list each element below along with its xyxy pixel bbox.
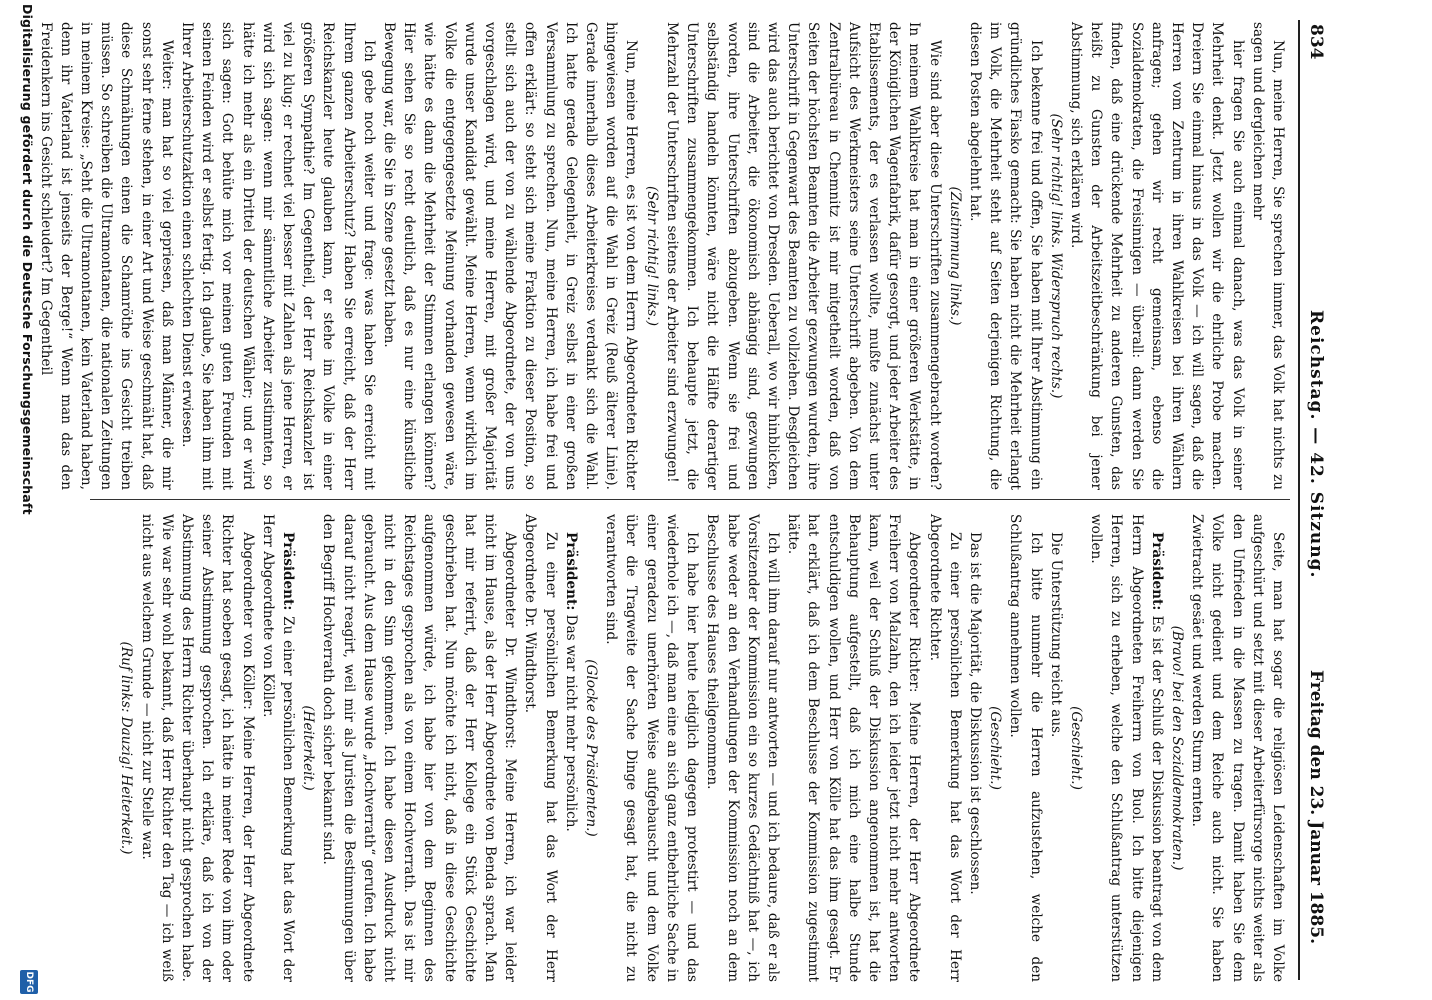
paragraph: Weiter: man hat so viel gepriesen, daß man Männer, die mir sonst sehr ferne stehen, in einer Art und Weise geschmäht hat, daß diese Schmähungen einen die Schamröthe ins Gesicht treiben müssen. So schreiben die Ultramontanen, die nationalen Zeitungen in meinem Kreise: „Seht die Ultramontanen, kein Vaterland haben, denn ihr Vaterland ist jenseits der Berge!“ Wenn man das den Freidenkern ins Gesicht schleudert? Im Gegentheil bbox=[37, 22, 175, 490]
paragraph: Nun, meine Herren, Sie sprechen immer, das Volk hat nichts zu sagen und dergleichen mehr bbox=[1249, 22, 1286, 490]
paragraph: Wie sind aber diese Unterschriften zusammengebracht worden? In meinem Wahlkreise hat man in einer größeren Werkstätte, in der Königlichen Wagenfabrik, dafür gesorgt, und jeder Arbeiter des Etablissements, der es verlassen wollte, mußte zunächst unter Aufsicht des Werkmeisters seine Unterschrift abgeben. Von dem Zentralbüreau in Chemnitz ist mir mitgetheilt worden, daß von Seiten der höchsten Beamten die Arbeiter gezwungen wurden, ihre Unterschrift in Gegenwart des Beamten zu vollziehen. Desgleichen wird das auch berichtet von Dresden. Ueberall, wo wir hinblicken, sind die Arbeiter, die ökonomisch abhängig sind, gezwungen worden, ihre Unterschriften abzugeben. Wenn sie frei und selbständig handeln könnten, wäre nicht die Hälfte derartiger Unterschriften zusammengekommen. Ich behaupte jetzt, die Mehrzahl der Unterschriften seitens der Arbeiter sind erzwungen! bbox=[663, 22, 943, 490]
stage-direction: (Sehr richtig! links.) bbox=[643, 185, 660, 327]
speaker-label: Präsident: bbox=[562, 532, 579, 611]
paragraph: Ich bekenne frei und offen, Sie haben mit Ihrer Abstimmung ein gründliches Fiasko gemacht: Sie haben nicht die Mehrheit erlangt im Volk, die Mehrheit steht auf Seiten derjenigen Richtung, die diesen Posten abgelehnt hat. bbox=[966, 22, 1044, 490]
running-title: Reichstag. — 42. Sitzung. bbox=[1306, 310, 1326, 579]
stage-direction: (Zustimmung links.) bbox=[946, 186, 963, 326]
president-paragraph bbox=[1086, 514, 1167, 982]
speaker-label: Präsident: bbox=[1148, 532, 1165, 611]
paragraph: Ich gebe noch weiter und frage: was haben Sie erreicht mit Ihrem ganzen Arbeiterschutz? Haben Sie erreicht, daß der Herr Reichskanzler heute glauben kann, er stehe im Volke in einer größeren Sympathie? Im Gegentheil, der Herr Reichskanzler ist viel zu klug; er rechnet viel besser mit Zahlen als jene Herren, er wird sich sagen: wenn mir sämmtliche Arbeiter zustimmten, so hätte ich mehr als ein Drittel der deutschen Wähler; und er wird sich sagen: Gott behüte mich vor meinen guten Freunden mit seinen Feinden wird er selbst fertig. Ich glaube, Sie haben ihm mit Ihrer Arbeiterschutzaktion einen schlechten Dienst erwiesen. bbox=[179, 22, 377, 490]
stage-direction: (Heiterkeit.) bbox=[300, 705, 317, 791]
paragraph-text: Zu einer persönlichen Bemerkung hat das Wort der Herr Abgeordnete von Köller. bbox=[259, 514, 297, 982]
stage-direction: (Ruf links: Dauzig! Heiterkeit.) bbox=[118, 641, 135, 855]
paragraph: Abgeordneter Dr. Windthorst: Meine Herren, ich war leider nicht im Hause, als der Herr Abgeordnete von Benda sprach. Man hat mir referirt, daß der Herr Kollege ein Stück Geschichte geschrieben hat. Nun möchte ich nicht, daß in diese Geschichte aufgenommen würde, ich habe hier von dem Beginnen des Reichstages gesprochen als von einem Hochverrath. Das ist mir nicht in den Sinn gekommen. Ich habe diesen Ausdruck nicht gebraucht. Aus dem Hause wurde „Hochverrath“ gerufen. Ich habe darauf nicht reagirt, weil mir als Juristen die Bestimmungen über den Begriff Hochverrath doch sicher bekannt sind. bbox=[320, 514, 519, 982]
digitization-note bbox=[7, 0, 47, 1000]
paragraph: Ich bitte nunmehr die Herren aufzustehen, welche den Schlußantrag annehmen wollen. bbox=[1007, 514, 1044, 982]
page-number: 834 bbox=[1306, 24, 1326, 60]
session-date: Freitag den 23. Januar 1885. bbox=[1306, 670, 1326, 945]
paragraph: Ich will ihm darauf nur antworten — und ich bedaure, daß er als Vorsitzender der Kommission ein so kurzes Gedächtniß hat —, ich habe weder an den Verhandlungen der Kommission noch an dem Beschlusse des Hauses theilgenommen. bbox=[704, 514, 781, 982]
attribution-text: Digitalisierung gefördert durch die Deutsche Forschungsgemeinschaft bbox=[20, 4, 35, 515]
left-column bbox=[37, 22, 1288, 490]
paragraph: Die Unterstützung reicht aus. bbox=[1047, 532, 1064, 738]
stage-direction: (Bravo! bei den Sozialdemokraten.) bbox=[1168, 625, 1185, 871]
paragraph-text: Es ist der Schluß der Diskussion beantragt von dem Herrn Abgeordneten Freiherrn von Buol. Ich bitte diejenigen Herren, sich zu erheben, welche den Schlußantrag unterstützen wollen. bbox=[1088, 514, 1165, 982]
stage-direction: (Geschieht.) bbox=[987, 706, 1004, 790]
president-paragraph bbox=[258, 514, 298, 982]
paragraph: Nun, meine Herren, es ist von dem Herrn Abgeordneten Richter hingewiesen worden auf die Wahl in Greiz (Reuß älterer Linie). Gerade innerhalb dieses Arbeiterkreises verdankt sich die Wahl. Ich hatte gerade Gelegenheit, in Greiz selbst in einer großen Versammlung zu sprechen. Nun, meine Herren, ich habe frei und offen erklärt: so steht sich meine Fraktion zu dieser Position, so stellt sich auch der von zu wählende Abgeordnete, der von uns vorgeschlagen wird, und meine Herren, mit großer Majorität wurde unser Kandidat gewählt. Meine Herren, wenn wirklich im Volke die entgegengesetzte Meinung vorhanden gewesen wäre, wie hätte es dann die Mehrheit der Stimmen erlangen können? Hier sehen Sie so recht deutlich, daß es nur eine künstliche Bewegung war, die Sie in Szene gesetzt haben. bbox=[381, 22, 640, 490]
stage-direction: (Glocke des Präsidenten.) bbox=[583, 659, 600, 837]
speaker-label: Präsident: bbox=[280, 532, 297, 611]
paragraph: Abgeordneter Richter: Meine Herren, der Herr Abgeordnete Freiherr von Malzahn, den ich leider jetzt nicht mehr antworten kann, weil der Schluß der Diskussion angenommen ist, hat die Behauptung aufgestellt, daß ich mich eine halbe Stunde entschuldigen wollen, und Herr von Kölle hat das ihm gesagt. Er hat erklärt, daß ich dem Beschlusse der Kommission zugestimmt hätte. bbox=[785, 514, 923, 982]
page-header bbox=[1298, 10, 1332, 990]
stage-direction: (Geschieht.) bbox=[1067, 706, 1084, 790]
paragraph: Seite, man hat sogar die religiösen Leidenschaften im Volke aufgeschürt und setzt mit dieser Arbeiterfürsorge nichts weiter als den Unfrieden in die Massen zu tragen. Damit haben Sie dem Volke nicht gedient und dem Reiche auch nicht. Sie haben Zwietracht gesäet und werden Sturm ernten. bbox=[1189, 514, 1286, 982]
dfg-logo: DFG bbox=[20, 970, 38, 994]
right-column bbox=[98, 514, 1288, 982]
paragraph: hier fragen Sie auch einmal danach, was das Volk in seiner Mehrheit denkt. Jetzt wollen wir die ehrliche Probe machen. Dreiern Sie einmal hinaus in das Volk — ich will sagen, daß die Herren vom Zentrum in ihren Wahlkreisen bei ihren Wählern anfragen; gehen wir recht gemeinsam, ebenso die Sozialdemokraten, die Freisinnigen — überall: dann werden Sie finden, daß eine drückende Mehrheit zu anderen Gunsten, das heißt zu Gunsten der Arbeitszeitbeschränkung bei jener Abstimmung, sich erklären wird. bbox=[1067, 22, 1246, 490]
paragraph: Zu einer persönlichen Bemerkung hat das Wort der Herr Abgeordnete Dr. Windthorst. bbox=[522, 514, 559, 982]
paragraph-text: Das war nicht mehr persönlich. bbox=[562, 610, 579, 832]
paragraph: Ich habe hier heute lediglich dagegen protestirt — und das wiederhole ich —, daß man eine an sich ganz entbehrliche Sache in einer geradezu unerhörten Weise aufgebauscht und dem Volke über die Tragweite der Sache Dinge gesagt hat, die nicht zu verantworten sind. bbox=[603, 514, 701, 982]
president-paragraph bbox=[561, 514, 581, 982]
stage-direction: (Sehr richtig! links. Widerspruch rechts.) bbox=[1047, 113, 1064, 399]
header-rule bbox=[1298, 20, 1300, 980]
paragraph: Das ist die Majorität, die Diskussion ist geschlossen. bbox=[966, 532, 983, 895]
paragraph: Abgeordneter von Köller: Meine Herren, der Herr Abgeordnete Richter hat soeben gesagt, ich hätte in meiner Rede von ihm oder seiner Abstimmung gesprochen. Ich erkläre, daß ich von der Abstimmung des Herrn Richter überhaupt nicht gesprochen habe. Wie war sehr wohl bekannt, daß Herr Richter den Tag — ich weiß nicht aus welchem Grunde — nicht zur Stelle war. bbox=[138, 514, 256, 982]
paragraph: Zu einer persönlichen Bemerkung hat das Wort der Herr Abgeordnete Richter. bbox=[926, 514, 963, 982]
column-rule bbox=[90, 499, 1290, 500]
document-page bbox=[37, 10, 1332, 990]
